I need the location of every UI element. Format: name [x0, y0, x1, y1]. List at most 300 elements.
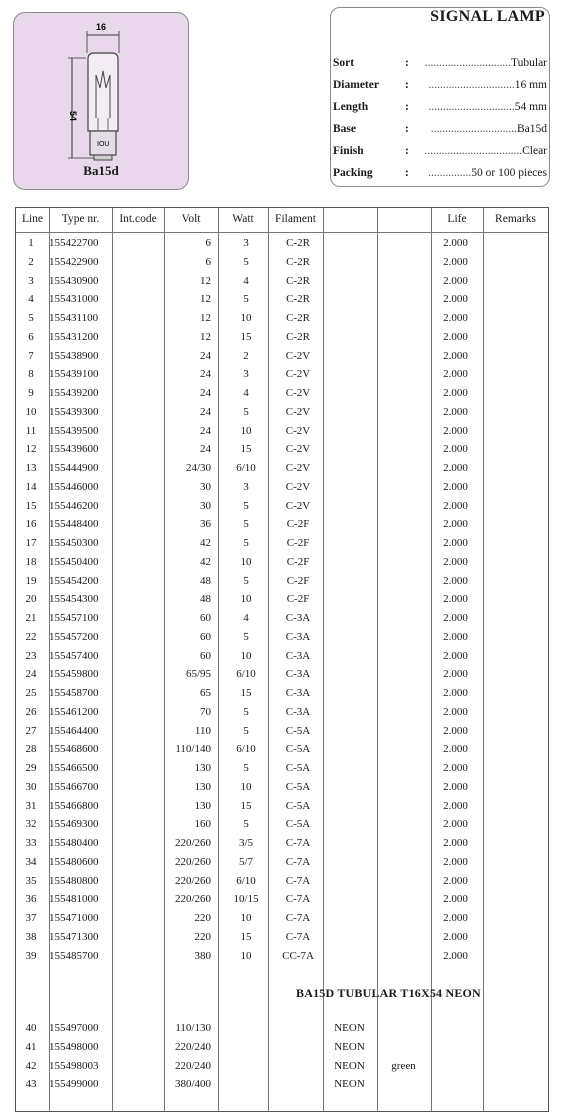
cell-volt: 60 — [200, 649, 211, 662]
header-watt: Watt — [232, 213, 254, 225]
table-row — [16, 461, 548, 479]
bulb-marking: IOU — [97, 141, 110, 148]
width-dimension-label: 16 — [96, 22, 107, 32]
cell-line: 28 — [25, 743, 37, 756]
cell-life: 2.000 — [443, 405, 468, 418]
cell-type: 155485700 — [49, 949, 99, 962]
cell-life: 2.000 — [443, 818, 468, 831]
cell-volt: 220 — [194, 912, 211, 924]
table-row — [16, 424, 548, 442]
cell-life: 2.000 — [443, 705, 468, 718]
cell-volt: 110 — [194, 724, 211, 737]
spec-row-packing — [333, 167, 547, 183]
table-row — [16, 274, 548, 292]
header-filament: Filament — [275, 213, 316, 225]
spec-row-length — [333, 101, 547, 117]
table-row — [16, 1040, 548, 1058]
cell-fil: C-2V — [285, 499, 311, 512]
cell-type: 155459800 — [49, 668, 99, 681]
cell-type: 155422700 — [49, 237, 99, 249]
table-row — [16, 949, 548, 967]
table-row — [16, 480, 548, 498]
header-line: Line — [21, 213, 44, 225]
cell-watt: 4 — [243, 612, 249, 624]
cell-volt: 130 — [194, 762, 211, 774]
cell-watt: 6/10 — [236, 743, 256, 756]
cell-watt: 3 — [243, 480, 249, 493]
cell-life: 2.000 — [443, 274, 468, 287]
cell-line: 13 — [25, 462, 37, 474]
spec-value: 54 mm — [514, 101, 547, 113]
table-row — [16, 855, 548, 873]
cell-volt: 220/240 — [174, 1040, 211, 1053]
spec-value-line — [415, 123, 547, 135]
spec-value-line — [415, 145, 547, 157]
cell-type: 155461200 — [49, 705, 99, 718]
cell-line: 42 — [25, 1059, 37, 1072]
table-row — [16, 236, 548, 254]
cell-volt: 380 — [194, 949, 211, 962]
table-row — [16, 686, 548, 704]
cell-life: 2.000 — [443, 593, 468, 606]
cell-line: 33 — [25, 837, 37, 849]
cell-volt: 220/260 — [174, 893, 211, 906]
cell-type: 155468600 — [49, 743, 99, 756]
cell-type: 155450400 — [49, 555, 99, 568]
cell-volt: 36 — [200, 518, 211, 531]
cell-life: 2.000 — [443, 893, 468, 906]
cell-watt: 5 — [243, 537, 249, 549]
spec-value: 50 or 100 pieces — [471, 167, 547, 179]
cell-line: 34 — [25, 855, 37, 868]
cell-fil: C-3A — [285, 612, 311, 624]
cell-life: 2.000 — [443, 649, 468, 662]
cell-type: 155480400 — [49, 837, 99, 849]
cell-watt: 3 — [243, 368, 249, 381]
table-row — [16, 555, 548, 573]
cell-life: 2.000 — [443, 255, 468, 268]
table-row — [16, 517, 548, 535]
cell-type: 155464400 — [49, 724, 99, 737]
table-row — [16, 649, 548, 667]
cell-line: 22 — [25, 630, 37, 643]
cell-line: 9 — [28, 387, 34, 399]
cell-line: 21 — [25, 612, 37, 624]
cell-fil: C-7A — [285, 893, 311, 906]
table-row — [16, 611, 548, 629]
cell-fil: C-3A — [285, 705, 311, 718]
cell-volt: 60 — [200, 630, 211, 643]
cell-volt: 160 — [194, 818, 211, 831]
cell-watt: 15 — [240, 930, 252, 943]
cell-line: 20 — [25, 593, 37, 606]
cell-volt: 220/260 — [174, 837, 211, 849]
cell-volt: 110/140 — [175, 743, 211, 756]
cell-volt: 48 — [200, 593, 211, 606]
cell-fil: C-7A — [285, 855, 311, 868]
cell-watt: 10 — [240, 593, 252, 606]
table-row — [16, 255, 548, 273]
cell-type: 155469300 — [49, 818, 99, 831]
cell-volt: 110/130 — [175, 1022, 211, 1034]
cell-type: 155439200 — [49, 387, 99, 399]
cell-volt: 12 — [200, 293, 211, 306]
cell-type: 155457200 — [49, 630, 99, 643]
cell-line: 29 — [25, 762, 37, 774]
cell-type: 155454200 — [49, 574, 99, 587]
cell-life: 2.000 — [443, 930, 468, 943]
cell-watt: 10/15 — [233, 893, 259, 906]
cell-watt: 10 — [240, 912, 252, 924]
table-row — [16, 574, 548, 592]
cell-volt: 24 — [200, 424, 211, 437]
cell-type: 155466800 — [49, 799, 99, 812]
cell-volt: 70 — [200, 705, 211, 718]
cell-volt: 65/95 — [185, 668, 211, 681]
cell-type: 155466500 — [49, 762, 99, 774]
cell-volt: 24 — [200, 405, 211, 418]
cell-fil: C-7A — [285, 837, 311, 849]
spec-dots: .............................. — [424, 57, 511, 69]
spec-title: SIGNAL LAMP — [430, 8, 545, 25]
cell-life: 2.000 — [443, 518, 468, 531]
cell-life: 2.000 — [443, 762, 468, 774]
cell-f3: green — [391, 1059, 416, 1072]
cell-line: 27 — [25, 724, 37, 737]
spec-colon: : — [405, 101, 409, 113]
spec-row-finish — [333, 145, 547, 161]
cell-watt: 10 — [240, 555, 252, 568]
table-row — [16, 442, 548, 460]
table-row — [16, 836, 548, 854]
table-row — [16, 930, 548, 948]
cell-fil: C-5A — [285, 724, 311, 737]
cell-life: 2.000 — [443, 312, 468, 324]
cell-life: 2.000 — [443, 949, 468, 962]
cell-type: 155480800 — [49, 874, 99, 887]
spec-value-line — [415, 167, 547, 179]
spec-key: Sort — [333, 57, 355, 69]
cell-line: 32 — [25, 818, 37, 831]
cell-fil: C-2V — [285, 424, 311, 437]
cell-life: 2.000 — [443, 330, 468, 343]
cell-line: 10 — [25, 405, 37, 418]
spec-row-diameter — [333, 79, 547, 95]
table-row — [16, 292, 548, 310]
cell-volt: 60 — [200, 612, 211, 624]
cell-line: 43 — [25, 1078, 37, 1091]
cell-watt: 4 — [243, 274, 249, 287]
cell-life: 2.000 — [443, 743, 468, 756]
cell-line: 41 — [25, 1040, 37, 1053]
cell-life: 2.000 — [443, 855, 468, 868]
header-remarks: Remarks — [495, 213, 536, 225]
cell-type: 155422900 — [49, 255, 99, 268]
spec-value-line — [415, 57, 547, 69]
cell-type: 155466700 — [49, 780, 99, 793]
table-row — [16, 892, 548, 910]
cell-volt: 380/400 — [174, 1078, 211, 1091]
spec-value: Tubular — [511, 57, 547, 69]
cell-life: 2.000 — [443, 462, 468, 474]
cell-type: 155431000 — [49, 293, 99, 306]
cell-watt: 10 — [240, 949, 252, 962]
spec-key: Diameter — [333, 79, 379, 91]
neon-section-heading: BA15D TUBULAR T16X54 NEON — [296, 986, 481, 1000]
cell-watt: 5 — [243, 574, 249, 587]
cell-life: 2.000 — [443, 499, 468, 512]
table-row — [16, 911, 548, 929]
table-row — [16, 1077, 548, 1095]
cell-fil: C-7A — [285, 874, 311, 887]
cell-life: 2.000 — [443, 443, 468, 456]
cell-line: 40 — [25, 1022, 37, 1034]
cell-fil: C-2V — [285, 349, 311, 362]
cell-watt: 5 — [243, 293, 249, 306]
cell-type: 155450300 — [49, 537, 99, 549]
spec-value: Ba15d — [516, 123, 547, 135]
cell-type: 155446200 — [49, 499, 99, 512]
spec-panel — [330, 7, 550, 187]
table-row — [16, 630, 548, 648]
table-row — [16, 592, 548, 610]
spec-key: Finish — [333, 145, 364, 157]
cell-life: 2.000 — [443, 912, 468, 924]
cell-watt: 15 — [240, 330, 252, 343]
cell-life: 2.000 — [443, 424, 468, 437]
cell-fil: C-7A — [285, 912, 311, 924]
table-row — [16, 349, 548, 367]
cell-line: 35 — [25, 874, 37, 887]
cell-volt: 24 — [200, 349, 211, 362]
table-row — [16, 536, 548, 554]
cell-fil: C-2F — [286, 574, 310, 587]
cell-volt: 24/30 — [185, 462, 211, 474]
cell-volt: 220/260 — [174, 874, 211, 887]
cell-watt: 10 — [240, 780, 252, 793]
cell-line: 1 — [28, 237, 34, 249]
table-row — [16, 330, 548, 348]
cell-watt: 10 — [240, 424, 252, 437]
cell-volt: 24 — [200, 387, 211, 399]
cell-type: 155471300 — [49, 930, 99, 943]
cell-fil: C-2F — [286, 555, 310, 568]
cell-line: 3 — [28, 274, 34, 287]
cell-fil: C-5A — [285, 762, 311, 774]
spec-colon: : — [405, 167, 409, 179]
cell-watt: 5/7 — [238, 855, 254, 868]
cell-volt: 220/240 — [174, 1059, 211, 1072]
cell-life: 2.000 — [443, 724, 468, 737]
cell-fil: C-2V — [285, 368, 311, 381]
cell-watt: 10 — [240, 649, 252, 662]
cell-type: 155481000 — [49, 893, 99, 906]
spec-value: 16 mm — [514, 79, 547, 91]
cell-type: 155458700 — [49, 687, 99, 699]
cell-volt: 42 — [200, 537, 211, 549]
cell-fil: C-2R — [286, 274, 310, 287]
cell-volt: 65 — [200, 687, 211, 699]
cell-fil: C-2F — [286, 518, 310, 531]
cell-fil: C-2R — [286, 330, 310, 343]
cell-line: 37 — [25, 912, 37, 924]
table-row — [16, 705, 548, 723]
table-row — [16, 386, 548, 404]
cell-type: 155499000 — [49, 1078, 99, 1091]
cell-watt: 4 — [243, 387, 249, 399]
cell-fil: C-2V — [285, 387, 311, 399]
cell-type: 155439100 — [49, 368, 99, 381]
cell-line: 38 — [25, 930, 37, 943]
cell-volt: 12 — [200, 330, 211, 343]
header-volt: Volt — [181, 213, 201, 225]
lamp-table — [15, 207, 549, 1112]
cell-fil: C-2V — [285, 405, 311, 418]
cell-type: 155439500 — [49, 424, 99, 437]
cell-volt: 24 — [200, 443, 211, 456]
cell-line: 14 — [25, 480, 37, 493]
cell-line: 26 — [25, 705, 37, 718]
cell-watt: 3/5 — [238, 837, 254, 849]
cell-volt: 30 — [200, 499, 211, 512]
cell-line: 16 — [25, 518, 37, 531]
cell-line: 18 — [25, 555, 37, 568]
cell-line: 39 — [25, 949, 37, 962]
cell-type: 155438900 — [49, 349, 99, 362]
cell-line: 24 — [25, 668, 37, 681]
cell-line: 25 — [25, 687, 37, 699]
base-type-label: Ba15d — [83, 163, 119, 178]
cell-watt: 15 — [240, 443, 252, 456]
table-row — [16, 724, 548, 742]
spec-key: Length — [333, 101, 369, 113]
cell-life: 2.000 — [443, 293, 468, 306]
cell-type: 155457100 — [49, 612, 99, 624]
cell-life: 2.000 — [443, 630, 468, 643]
cell-fil: C-5A — [285, 818, 311, 831]
cell-life: 2.000 — [443, 368, 468, 381]
spec-value-line — [415, 101, 547, 113]
cell-fil: CC-7A — [282, 949, 314, 962]
cell-type: 155448400 — [49, 518, 99, 531]
cell-watt: 5 — [243, 499, 249, 512]
cell-watt: 5 — [243, 518, 249, 531]
cell-watt: 5 — [243, 255, 249, 268]
cell-fil: C-2R — [286, 293, 310, 306]
cell-line: 12 — [25, 443, 37, 456]
cell-fil: C-2R — [286, 255, 310, 268]
cell-fil: C-3A — [285, 668, 311, 681]
cell-line: 4 — [28, 293, 34, 306]
cell-line: 23 — [25, 649, 37, 662]
table-row — [16, 311, 548, 329]
spec-colon: : — [405, 79, 409, 91]
cell-f2: NEON — [334, 1022, 365, 1034]
spec-dots: .............................. — [428, 79, 515, 91]
table-row — [16, 874, 548, 892]
table-row — [16, 1021, 548, 1039]
cell-life: 2.000 — [443, 837, 468, 849]
cell-life: 2.000 — [443, 480, 468, 493]
cell-line: 30 — [25, 780, 37, 793]
cell-volt: 220 — [194, 930, 211, 943]
cell-type: 155497000 — [49, 1022, 99, 1034]
spec-row-base — [333, 123, 547, 139]
table-row — [16, 1059, 548, 1077]
cell-type: 155439300 — [49, 405, 99, 418]
cell-life: 2.000 — [443, 687, 468, 699]
spec-dots: .............................. — [430, 123, 517, 135]
cell-volt: 6 — [205, 255, 211, 268]
cell-volt: 6 — [205, 237, 211, 249]
cell-life: 2.000 — [443, 574, 468, 587]
cell-life: 2.000 — [443, 387, 468, 399]
cell-line: 31 — [25, 799, 37, 812]
cell-watt: 5 — [243, 724, 249, 737]
cell-type: 155446000 — [49, 480, 99, 493]
cell-watt: 5 — [243, 818, 249, 831]
spec-colon: : — [405, 57, 409, 69]
cell-type: 155454300 — [49, 593, 99, 606]
cell-life: 2.000 — [443, 349, 468, 362]
cell-watt: 5 — [243, 630, 249, 643]
height-dimension-label: 54 — [68, 111, 78, 122]
spec-key: Packing — [333, 167, 373, 179]
cell-watt: 10 — [240, 312, 252, 324]
cell-watt: 6/10 — [236, 874, 256, 887]
cell-life: 2.000 — [443, 799, 468, 812]
cell-type: 155471000 — [49, 912, 99, 924]
cell-watt: 15 — [240, 799, 252, 812]
cell-watt: 6/10 — [236, 668, 256, 681]
cell-watt: 3 — [243, 237, 249, 249]
cell-fil: C-5A — [285, 743, 311, 756]
spec-key: Base — [333, 123, 356, 135]
header-type: Type nr. — [61, 213, 100, 225]
cell-volt: 130 — [194, 780, 211, 793]
cell-volt: 12 — [200, 274, 211, 287]
cell-life: 2.000 — [443, 537, 468, 549]
cell-line: 7 — [28, 349, 34, 362]
cell-f2: NEON — [334, 1078, 365, 1091]
cell-fil: C-5A — [285, 780, 311, 793]
table-row — [16, 499, 548, 517]
table-row — [16, 817, 548, 835]
cell-type: 155439600 — [49, 443, 99, 456]
cell-life: 2.000 — [443, 780, 468, 793]
lamp-image-box — [13, 12, 189, 190]
cell-life: 2.000 — [443, 612, 468, 624]
cell-f2: NEON — [334, 1040, 365, 1053]
cell-type: 155457400 — [49, 649, 99, 662]
spec-dots: ............... — [428, 167, 472, 179]
cell-life: 2.000 — [443, 668, 468, 681]
spec-dots: .................................. — [424, 145, 523, 157]
spec-colon: : — [405, 145, 409, 157]
header-life: Life — [447, 213, 467, 225]
cell-fil: C-2V — [285, 462, 311, 474]
table-row — [16, 799, 548, 817]
table-row — [16, 761, 548, 779]
cell-life: 2.000 — [443, 874, 468, 887]
cell-watt: 5 — [243, 762, 249, 774]
cell-watt: 15 — [240, 687, 252, 699]
table-row — [16, 667, 548, 685]
cell-fil: C-2F — [286, 593, 310, 606]
cell-fil: C-3A — [285, 630, 311, 643]
cell-volt: 30 — [200, 480, 211, 493]
cell-volt: 48 — [200, 574, 211, 587]
